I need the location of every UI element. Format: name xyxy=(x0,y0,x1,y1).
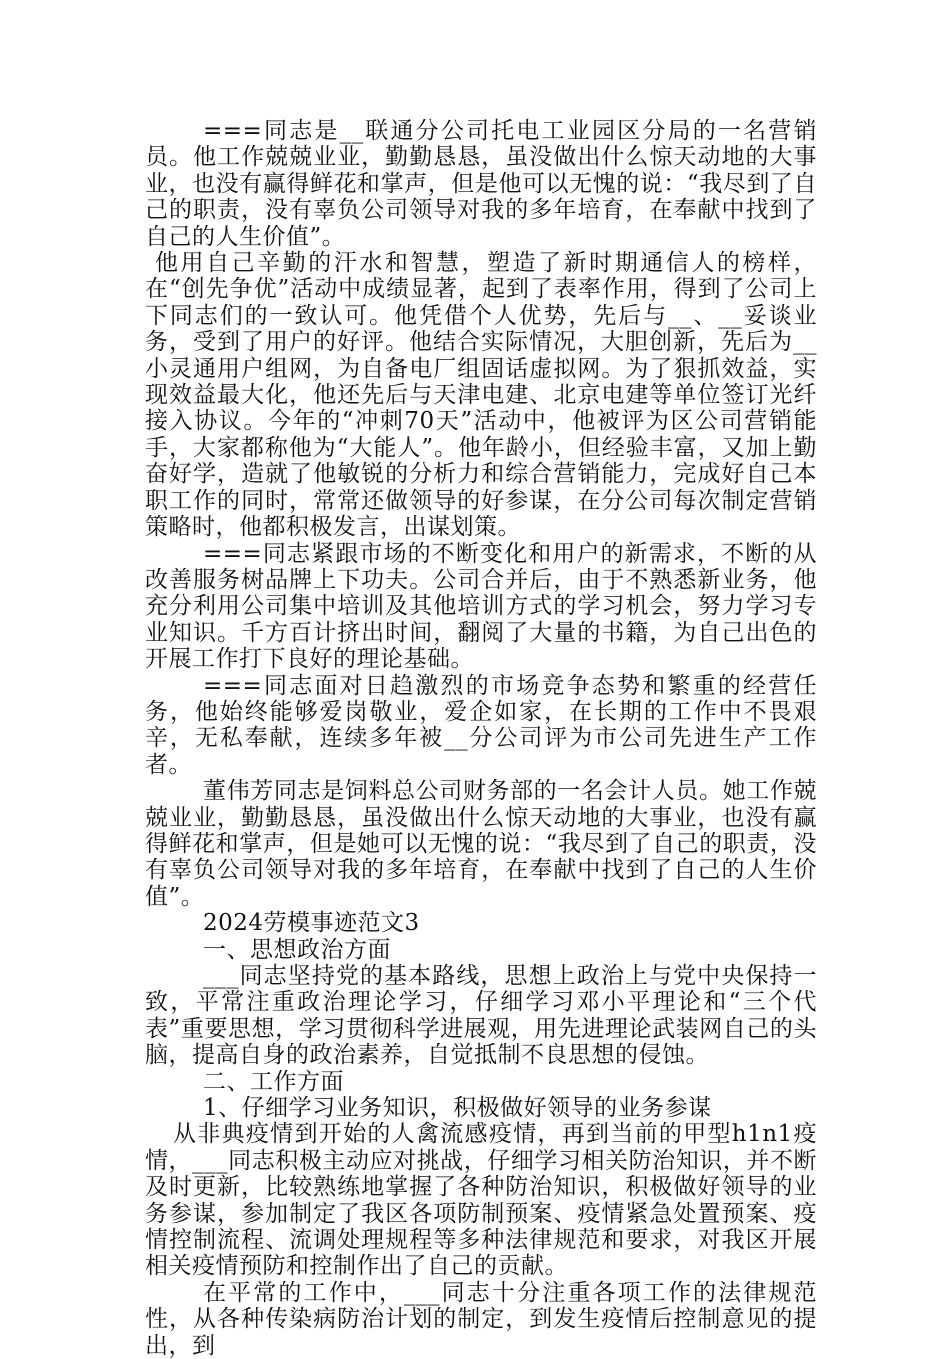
paragraph-5: 董伟芳同志是饲料总公司财务部的一名会计人员。她工作兢兢业业，勤勤恳恳，虽没做出什么惊天动地的大事业，也没有赢得鲜花和掌声，但是她可以无愧的说：“我尽到了自己的职责，没有辜负公司领导对我的多年培育，在奉献中找到了自己的人生价值”。 xyxy=(145,778,817,910)
subheading-political: 一、思想政治方面 xyxy=(203,936,391,963)
paragraph-8: 在平常的工作中，___同志十分注重各项工作的法律规范性，从各种传染病防治计划的制定，到发生疫情后控制意见的提出，到 xyxy=(145,1279,817,1359)
paragraph-3: ===同志紧跟市场的不断变化和用户的新需求，不断的从改善服务树品牌上下功夫。公司合并后，由于不熟悉新业务，他充分利用公司集中培训及其他培训方式的学习机会，努力学习专业知识。千方百计挤出时间，翻阅了大量的书籍，为自己出色的开展工作打下良好的理论基础。 xyxy=(145,540,817,673)
paragraph-4: ===同志面对日趋激烈的市场竞争态势和繁重的经营任务，他始终能够爱岗敬业，爱企如家，在长期的工作中不畏艰辛，无私奉献，连续多年被__分公司评为市公司先进生产工作者。 xyxy=(145,672,817,778)
paragraph-1: ===同志是__联通分公司托电工业园区分局的一名营销员。他工作兢兢业业，勤勤恳恳，虽没做出什么惊天动地的大事业，也没有赢得鲜花和掌声，但是他可以无愧的说：“我尽到了自己的职责，没有辜负公司领导对我的多年培育，在奉献中找到了自己的人生价值”。 xyxy=(145,118,817,250)
paragraph-6: ___同志坚持党的基本路线，思想上政治上与党中央保持一致，平常注重政治理论学习，仔细学习邓小平理论和“三个代表”重要思想，学习贯彻科学进展观，用先进理论武装网自己的头脑，提高自身的政治素养，自觉抵制不良思想的侵蚀。 xyxy=(145,963,817,1069)
section-title: 2024劳模事迹范文3 xyxy=(203,910,420,937)
subheading-work: 二、工作方面 xyxy=(203,1068,344,1095)
subheading-work-item-1: 1、仔细学习业务知识，积极做好领导的业务参谋 xyxy=(203,1095,712,1122)
paragraph-7: 从非典疫情到开始的人禽流感疫情，再到当前的甲型h1n1疫情，___同志积极主动应对挑战，仔细学习相关防治知识，并不断及时更新，比较熟练地掌握了各种防治知识，积极做好领导的业务参谋，参加制定了我区各项防制预案、疫情紧急处置预案、疫情控制流程、流调处理规程等多种法律规范和要求，对我区开展相关疫情预防和控制作出了自己的贡献。 xyxy=(145,1121,817,1280)
document-body xyxy=(145,118,817,1359)
paragraph-2: 他用自己辛勤的汗水和智慧，塑造了新时期通信人的榜样，在“创先争优”活动中成绩显著，起到了表率作用，得到了公司上下同志们的一致认可。他凭借个人优势，先后与__、__妥谈业务，受到了用户的好评。他结合实际情况，大胆创新，先后为__小灵通用户组网，为自备电厂组固话虚拟网。为了狠抓效益，实现效益最大化，他还先后与天津电建、北京电建等单位签订光纤接入协议。今年的“冲刺70天”活动中，他被评为区公司营销能手，大家都称他为“大能人”。他年龄小，但经验丰富，又加上勤奋好学，造就了他敏锐的分析力和综合营销能力，完成好自己本职工作的同时，常常还做领导的好参谋，在分公司每次制定营销策略时，他都积极发言，出谋划策。 xyxy=(145,250,817,541)
